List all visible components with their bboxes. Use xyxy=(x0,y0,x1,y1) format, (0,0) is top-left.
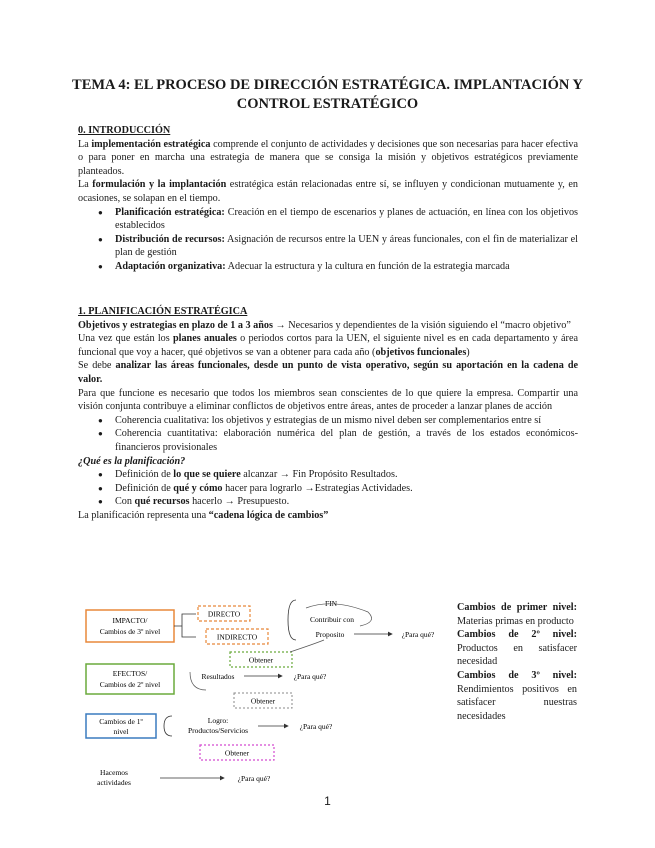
list-item: ● Definición de qué y cómo hacer para lograrlo →Estrategias Actividades. xyxy=(78,482,578,496)
title-line-1: TEMA 4: EL PROCESO DE DIRECCIÓN ESTRATÉGICA. IMPLANTACIÓN Y xyxy=(72,77,583,93)
page-number: 1 xyxy=(324,794,331,808)
list-item: ● Planificación estratégica: Creación en el tiempo de escenarios y planes de actuación, en línea con los objetivos establecidos xyxy=(78,206,578,233)
para-que-label-2: ¿Para qué? xyxy=(293,672,327,681)
indirecto-label: INDIRECTO xyxy=(216,632,258,642)
impacto-label-2: Cambios de 3º nivel xyxy=(99,627,161,636)
para-que-label-3: ¿Para qué? xyxy=(299,722,333,731)
resultados-label: Resultados xyxy=(201,672,235,681)
obtener-label-1: Obtener xyxy=(248,655,274,665)
list-item: ● Adaptación organizativa: Adecuar la estructura y la cultura en función de la estrategia marcada xyxy=(78,260,578,274)
intro-paragraph-1: La implementación estratégica comprende el conjunto de actividades y decisiones que son necesarias para hacer efectiva o para poner en marcha una estrategia de manera que se consiga la misión y objetivos estratégicos previamente planteados. xyxy=(78,138,578,177)
hacemos-label-2: actividades xyxy=(97,778,131,787)
intro-bullet-list xyxy=(78,206,578,274)
coherence-bullet-list xyxy=(78,414,578,455)
list-item: ● Coherencia cuantitativa: elaboración numérica del plan de gestión, a través de los estados económicos-financieros provisionales xyxy=(78,427,578,454)
note-level-3: Cambios de 3º nivel: Rendimientos positivos en satisfacer nuestras necesidades xyxy=(457,669,577,722)
hacemos-label-1: Hacemos xyxy=(100,768,128,777)
intro-heading: 0. INTRODUCCIÓN xyxy=(78,125,171,136)
planning-paragraph-1: Objetivos y estrategias en plazo de 1 a 3 años → Necesarios y dependientes de la visión siguiendo el “macro objetivo” xyxy=(78,319,571,331)
document-title xyxy=(60,76,595,114)
list-item: ● Con qué recursos hacerlo → Presupuesto. xyxy=(78,495,578,509)
note-level-2: Cambios de 2º nivel: Productos en satisfacer necesidad xyxy=(457,629,577,668)
proposito-label: Proposito xyxy=(315,630,345,639)
chain-sentence: La planificación representa una “cadena lógica de cambios” xyxy=(78,509,329,521)
impacto-box xyxy=(86,610,174,642)
planning-paragraph-3: Se debe analizar las áreas funcionales, desde un punto de vista operativo, según su aportación en la cadena de valor. xyxy=(78,360,579,385)
planning-paragraph-4: Para que funcione es necesario que todos los miembros sean conscientes de lo que quiere la empresa. Compartir una visión conjunta contribuye a eliminar conflictos de objetivos entre áreas, antes de proceder a lanzar planes de acción xyxy=(78,387,578,413)
planning-section xyxy=(78,305,578,523)
fin-label: FIN xyxy=(324,599,338,608)
obtener-label-2: Obtener xyxy=(250,696,276,706)
intro-paragraph-2: La formulación y la implantación estratégica están relacionadas entre sí, se influyen y condicionan mutuamente y, en ocasiones, se solapan en el tiempo. xyxy=(78,179,578,204)
list-item: ● Distribución de recursos: Asignación de recursos entre la UEN y áreas funcionales, con el fin de materializar el plan de gestión xyxy=(78,233,578,260)
impacto-label-1: IMPACTO/ xyxy=(112,616,148,625)
title-line-2: CONTROL ESTRATÉGICO xyxy=(236,96,419,112)
directo-label: DIRECTO xyxy=(207,609,241,619)
logro-label-1: Logro: xyxy=(207,716,229,725)
logro-label-2: Productos/Servicios xyxy=(188,726,248,735)
cambios-1-label-1: Cambios de 1º xyxy=(99,717,143,726)
planning-question: ¿Qué es la planificación? xyxy=(78,455,186,467)
para-que-label-1: ¿Para qué? xyxy=(401,630,435,639)
obtener-label-3: Obtener xyxy=(224,748,250,758)
change-chain-diagram xyxy=(78,592,450,792)
list-item: ● Definición de lo que se quiere alcanzar → Fin Propósito Resultados. xyxy=(78,468,578,482)
note-level-1: Cambios de primer nivel: Materias primas en producto xyxy=(457,602,577,627)
list-item: ● Coherencia cualitativa: los objetivos y estrategias de un mismo nivel deben ser complementarios entre sí xyxy=(78,414,578,428)
efectos-label-2: Cambios de 2º nivel xyxy=(99,680,161,689)
planning-paragraph-2: Una vez que están los planes anuales o periodos cortos para la UEN, el siguiente nivel es en cada departamento y área funcional que voy a hacer, qué objetivos se van a obtener para cada año (objetivos funcionales) xyxy=(78,333,578,358)
planning-question-list xyxy=(78,468,578,509)
para-que-label-4: ¿Para qué? xyxy=(237,774,271,783)
planning-heading: 1. PLANIFICACIÓN ESTRATÉGICA xyxy=(78,306,248,317)
cambios-1-label-2: nivel xyxy=(113,727,129,736)
change-levels-notes xyxy=(457,601,577,723)
intro-section xyxy=(78,124,578,274)
efectos-label-1: EFECTOS/ xyxy=(112,669,148,678)
contribuir-label: Contribuir con xyxy=(310,615,354,624)
